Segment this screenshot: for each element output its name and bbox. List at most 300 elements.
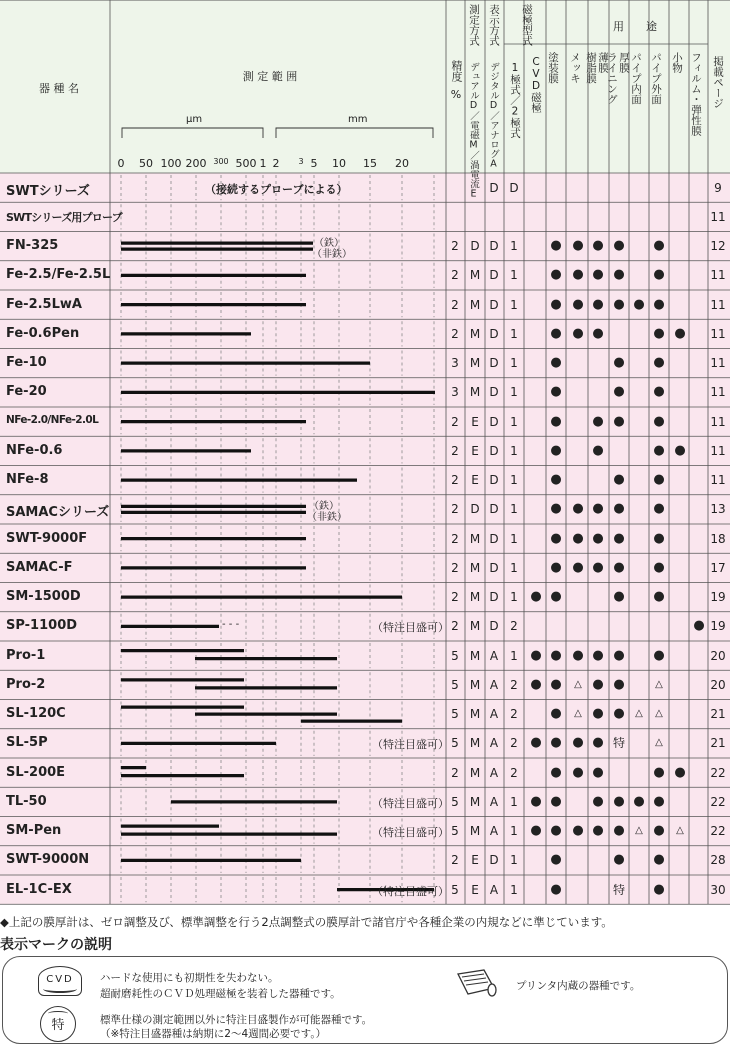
display-value: A <box>489 736 499 751</box>
page-number: 11 <box>710 473 726 488</box>
model-name: SWTシリーズ用プローブ <box>6 210 122 224</box>
use-mark: ● <box>653 559 665 575</box>
model-name: Fe-10 <box>6 355 47 371</box>
use-mark: △ <box>635 825 643 837</box>
use-mark: ● <box>572 267 584 283</box>
model-name: Fe-0.6Pen <box>6 325 80 341</box>
cvd-header: CVD磁極 <box>530 56 542 113</box>
cvd-value: ● <box>530 589 542 605</box>
tick-label: 3 <box>298 157 304 166</box>
page-number: 22 <box>710 794 726 809</box>
row-bg <box>0 173 730 202</box>
use-mark: ● <box>550 325 562 341</box>
method-value: D <box>470 502 480 517</box>
cvd-value: ● <box>530 793 542 809</box>
use-mark: ● <box>550 413 562 429</box>
extension-dash: - - - <box>222 619 240 631</box>
use-mark: ● <box>613 355 625 371</box>
row-note: （特注目盛可） <box>372 884 449 898</box>
use-mark: ● <box>653 472 665 488</box>
use-mark: ● <box>674 325 686 341</box>
use-mark: ● <box>592 823 604 839</box>
model-name: NFe-0.6 <box>6 442 63 458</box>
use-mark: ● <box>550 735 562 751</box>
probe-value: 1 <box>510 385 518 400</box>
use-mark: ● <box>613 647 625 663</box>
method-value: M <box>469 268 481 283</box>
precision-value: 2 <box>451 239 459 254</box>
use-mark: ● <box>653 793 665 809</box>
use-mark: ● <box>653 413 665 429</box>
use-mark: ● <box>572 647 584 663</box>
display-value: D <box>489 385 499 400</box>
use-mark: ● <box>613 472 625 488</box>
printer-icon <box>454 968 498 998</box>
display-group-header: 表示方式 <box>488 4 500 46</box>
precision-value: 2 <box>451 560 459 575</box>
use-mark: △ <box>635 708 643 720</box>
method-value: M <box>469 824 481 839</box>
use-mark: ● <box>613 501 625 517</box>
probe-value: 1 <box>510 648 518 663</box>
use-mark: ● <box>592 559 604 575</box>
use-mark: ● <box>653 325 665 341</box>
use-mark: △ <box>574 678 582 690</box>
model-name: SP-1100D <box>6 618 78 634</box>
page-number: 22 <box>710 824 726 839</box>
probe-value: 1 <box>510 853 518 868</box>
use-mark: ● <box>653 589 665 605</box>
use-mark: ● <box>550 530 562 546</box>
cvd-mark-icon <box>38 966 82 996</box>
special-desc-2: （※特注目盛器種は納期に2～4週間必要です。） <box>100 1028 327 1040</box>
precision-header <box>447 60 465 102</box>
use-mark: ● <box>592 735 604 751</box>
use-mark: ● <box>592 530 604 546</box>
tick-label: 0 <box>117 157 125 170</box>
use-mark: ● <box>592 238 604 254</box>
page-number: 30 <box>710 882 726 897</box>
display-value: D <box>489 239 499 254</box>
use-header-1: メッキ <box>569 52 581 84</box>
method-value: E <box>471 853 479 868</box>
row-bg <box>0 319 730 348</box>
precision-value: 5 <box>451 824 459 839</box>
method-value: M <box>469 677 481 692</box>
use-mark: ● <box>674 764 686 780</box>
page-number: 20 <box>710 677 726 692</box>
display-value: A <box>489 765 499 780</box>
tick-label: 50 <box>139 157 153 170</box>
footnote: ◆上記の膜厚計は、ゼロ調整及び、標準調整を行う2点調整式の膜厚計で諸官庁や各種企業の内規などに準じています。 <box>0 915 613 929</box>
probe-value: 1 <box>510 560 518 575</box>
precision-value: 5 <box>451 882 459 897</box>
model-name: Fe-2.5LwA <box>6 296 82 312</box>
model-name: Pro-2 <box>6 676 46 692</box>
method-value: E <box>471 414 479 429</box>
use-mark: ● <box>653 267 665 283</box>
use-mark: ● <box>613 589 625 605</box>
use-header-6: 小物 <box>671 52 683 73</box>
model-header: 器 種 名 <box>39 82 79 95</box>
method-value: M <box>469 794 481 809</box>
use-mark: ● <box>653 384 665 400</box>
probe-value: 1 <box>510 531 518 546</box>
page-number: 22 <box>710 765 726 780</box>
iron-label: （鉄） <box>309 501 339 513</box>
tick-label: 300 <box>213 157 229 166</box>
model-name: FN-325 <box>6 238 59 254</box>
display-value: D <box>489 619 499 634</box>
precision-value: 5 <box>451 677 459 692</box>
page-number: 20 <box>710 648 726 663</box>
use-mark: ● <box>572 325 584 341</box>
unit-mm: mm <box>348 114 368 125</box>
page-number: 9 <box>714 180 722 195</box>
tick-label: 200 <box>185 157 207 170</box>
model-name: EL-1C-EX <box>6 881 72 897</box>
probe-value: 1 <box>510 414 518 429</box>
method-value: M <box>469 326 481 341</box>
use-mark: ● <box>572 501 584 517</box>
precision-value: 2 <box>451 443 459 458</box>
tick-label: 100 <box>160 157 182 170</box>
use-mark: ● <box>592 793 604 809</box>
use-mark: ● <box>550 706 562 722</box>
method-value: E <box>471 443 479 458</box>
row-bg <box>0 436 730 465</box>
method-value: M <box>469 765 481 780</box>
special-mark-text: 特 <box>51 1018 65 1033</box>
use-mark: ● <box>572 735 584 751</box>
precision-value: 2 <box>451 619 459 634</box>
use-mark: ● <box>550 881 562 897</box>
use-mark: ● <box>653 764 665 780</box>
precision-value: 2 <box>451 765 459 780</box>
use-mark: ● <box>550 384 562 400</box>
method-value: M <box>469 385 481 400</box>
page-number: 12 <box>710 239 726 254</box>
model-name: NFe-8 <box>6 472 49 488</box>
model-name: SAMAC-F <box>6 559 73 575</box>
probe-value: 1 <box>510 297 518 312</box>
use-mark: △ <box>574 708 582 720</box>
page-number: 19 <box>710 590 726 605</box>
unit-um: μm <box>186 114 203 125</box>
use-mark: ● <box>653 647 665 663</box>
use-mark: ● <box>633 793 645 809</box>
method-value: M <box>469 356 481 371</box>
use-mark: ● <box>613 823 625 839</box>
page-number: 13 <box>710 502 726 517</box>
use-mark: ● <box>653 852 665 868</box>
tick-label: 1 <box>259 157 267 170</box>
range-header: 測 定 範 囲 <box>242 70 298 83</box>
display-value: A <box>489 794 499 809</box>
method-header: デュアルD／電磁M／渦電流E <box>468 62 479 200</box>
row-note: （特注目盛可） <box>372 826 449 840</box>
probe-value: 1 <box>510 268 518 283</box>
model-name: SL-5P <box>6 735 48 751</box>
display-value: D <box>489 443 499 458</box>
probe-header: 1極式／2極式 <box>509 62 521 139</box>
page-number: 28 <box>710 853 726 868</box>
page-number: 11 <box>710 297 726 312</box>
precision-value: 5 <box>451 736 459 751</box>
use-mark: ● <box>550 676 562 692</box>
special-desc-1: 標準仕様の測定範囲以外に特注目盛製作が可能器種です。 <box>100 1014 373 1026</box>
method-value: M <box>469 560 481 575</box>
method-value: M <box>469 297 481 312</box>
use-mark: 特 <box>612 736 625 751</box>
use-mark: ● <box>550 793 562 809</box>
precision-value: 2 <box>451 590 459 605</box>
use-mark: ● <box>592 647 604 663</box>
tick-label: 5 <box>310 157 318 170</box>
use-mark: ● <box>572 296 584 312</box>
display-value: A <box>489 677 499 692</box>
footer <box>0 906 730 1046</box>
use-mark: △ <box>655 708 663 720</box>
use-mark: ● <box>613 296 625 312</box>
use-mark: ● <box>613 267 625 283</box>
cvd-desc-1: ハードな使用にも初期性を失わない。 <box>100 972 279 984</box>
non-iron-label: （非鉄） <box>312 249 352 261</box>
display-value: D <box>489 473 499 488</box>
page-number: 11 <box>710 356 726 371</box>
method-value: E <box>471 882 479 897</box>
probe-value: 2 <box>510 736 518 751</box>
use-mark: ● <box>550 764 562 780</box>
use-mark: ● <box>572 238 584 254</box>
use-mark: ● <box>653 296 665 312</box>
use-mark: ● <box>592 501 604 517</box>
page-number: 17 <box>710 560 726 575</box>
special-mark-icon <box>40 1006 76 1042</box>
row-bg <box>0 758 730 787</box>
probe-value: 1 <box>510 882 518 897</box>
use-mark: ● <box>550 442 562 458</box>
probe-value: 1 <box>510 326 518 341</box>
probe-value: 2 <box>510 619 518 634</box>
cvd-value: ● <box>530 676 542 692</box>
precision-value: 5 <box>451 648 459 663</box>
display-value: D <box>489 180 499 195</box>
tick-label: 500 <box>235 157 257 170</box>
display-value: D <box>489 297 499 312</box>
use-mark: ● <box>613 676 625 692</box>
model-name: SWT-9000N <box>6 852 90 868</box>
iron-label: （鉄） <box>314 238 344 250</box>
use-header-5: パイプ外面 <box>650 52 662 105</box>
precision-value: 2 <box>451 531 459 546</box>
method-value: M <box>469 648 481 663</box>
method-value: M <box>469 531 481 546</box>
model-name: SWTシリーズ <box>6 183 90 199</box>
display-value: D <box>489 268 499 283</box>
probe-value: 1 <box>510 443 518 458</box>
row-note: （接続するプローブによる） <box>205 182 348 196</box>
method-value: M <box>469 590 481 605</box>
precision-value: 2 <box>451 853 459 868</box>
use-header-2: 薄膜 樹脂膜 <box>585 52 609 84</box>
use-mark: ● <box>592 764 604 780</box>
cvd-value: ● <box>530 647 542 663</box>
display-value: A <box>489 648 499 663</box>
method-value: M <box>469 619 481 634</box>
method-value: E <box>471 473 479 488</box>
use-mark: ● <box>653 881 665 897</box>
page-number: 21 <box>710 736 726 751</box>
use-mark: ● <box>550 355 562 371</box>
method-value: M <box>469 707 481 722</box>
use-mark: ● <box>653 823 665 839</box>
page-number: 11 <box>710 326 726 341</box>
tick-label: 15 <box>363 157 377 170</box>
use-mark: ● <box>653 442 665 458</box>
display-header: デジタルD／アナログA <box>488 62 499 170</box>
model-name: SAMACシリーズ <box>6 505 110 521</box>
precision-value: 2 <box>451 473 459 488</box>
use-mark: ● <box>550 472 562 488</box>
model-name: NFe-2.0/NFe-2.0L <box>6 413 99 426</box>
use-mark: ● <box>572 530 584 546</box>
cvd-mark-text: CVD <box>46 974 74 985</box>
model-name: SL-200E <box>6 764 66 780</box>
probe-value: 1 <box>510 502 518 517</box>
row-note: （特注目盛可） <box>372 738 449 752</box>
display-value: D <box>489 502 499 517</box>
cvd-value: ● <box>530 823 542 839</box>
row-note: （特注目盛可） <box>372 796 449 810</box>
use-mark: ● <box>572 559 584 575</box>
use-mark: ● <box>550 852 562 868</box>
use-mark: ● <box>592 706 604 722</box>
display-value: D <box>489 326 499 341</box>
page-number: 19 <box>710 619 726 634</box>
use-mark: ● <box>592 442 604 458</box>
page-number: 21 <box>710 707 726 722</box>
use-mark: ● <box>633 296 645 312</box>
probe-group-header: 磁極型式 <box>521 4 533 46</box>
precision-unit: % <box>450 88 462 101</box>
probe-value: D <box>509 180 519 195</box>
method-value: M <box>469 736 481 751</box>
use-mark: ● <box>592 676 604 692</box>
page-number: 11 <box>710 385 726 400</box>
use-mark: ● <box>613 852 625 868</box>
display-value: D <box>489 531 499 546</box>
page-number: 18 <box>710 531 726 546</box>
row-note: （特注目盛可） <box>372 621 449 635</box>
use-mark: ● <box>550 559 562 575</box>
page-number: 11 <box>710 443 726 458</box>
method-value: D <box>470 239 480 254</box>
probe-value: 2 <box>510 677 518 692</box>
use-mark: ● <box>613 238 625 254</box>
use-mark: ● <box>550 267 562 283</box>
use-mark: ● <box>592 296 604 312</box>
use-mark: ● <box>550 296 562 312</box>
precision-value: 3 <box>451 356 459 371</box>
use-mark: ● <box>550 647 562 663</box>
uses-group-header: 用 途 <box>613 20 657 33</box>
model-name: Fe-20 <box>6 384 47 400</box>
probe-value: 1 <box>510 473 518 488</box>
printer-desc: プリンタ内蔵の器種です。 <box>516 980 641 992</box>
use-mark: ● <box>653 355 665 371</box>
probe-value: 1 <box>510 794 518 809</box>
use-mark: ● <box>613 384 625 400</box>
display-value: D <box>489 560 499 575</box>
model-name: Fe-2.5/Fe-2.5L <box>6 267 111 283</box>
use-mark: ● <box>693 618 705 634</box>
use-mark: △ <box>676 825 684 837</box>
use-header-0: 塗装膜 <box>547 52 559 84</box>
use-header-4: パイプ内面 <box>630 52 642 105</box>
non-iron-label: （非鉄） <box>307 512 347 524</box>
cvd-desc-2: 超耐磨耗性のＣＶＤ処理磁極を装着した器種です。 <box>100 988 341 1000</box>
use-mark: ● <box>674 442 686 458</box>
tick-label: 20 <box>395 157 409 170</box>
legend-title: 表示マークの説明 <box>0 937 112 953</box>
model-name: TL-50 <box>6 793 47 809</box>
use-mark: ● <box>550 823 562 839</box>
use-mark: ● <box>572 764 584 780</box>
use-header-7: フィルム・弾性膜 <box>690 52 702 136</box>
probe-value: 1 <box>510 590 518 605</box>
display-value: D <box>489 414 499 429</box>
page-number: 11 <box>710 414 726 429</box>
tick-label: 10 <box>332 157 346 170</box>
page-header: 掲載ページ <box>712 56 724 109</box>
model-name: Pro-1 <box>6 647 46 663</box>
use-mark: ● <box>613 793 625 809</box>
model-name: SL-120C <box>6 706 66 722</box>
precision-value: 5 <box>451 707 459 722</box>
page-number: 11 <box>710 209 726 224</box>
page-number: 11 <box>710 268 726 283</box>
precision-value: 5 <box>451 794 459 809</box>
precision-value: 2 <box>451 502 459 517</box>
use-header-3: 厚膜 ライニング <box>606 52 630 105</box>
model-name: SM-Pen <box>6 823 62 839</box>
probe-value: 1 <box>510 239 518 254</box>
display-value: A <box>489 882 499 897</box>
probe-value: 2 <box>510 765 518 780</box>
display-value: D <box>489 853 499 868</box>
model-name: SWT-9000F <box>6 530 88 546</box>
use-mark: ● <box>592 267 604 283</box>
precision-value: 3 <box>451 385 459 400</box>
use-mark: △ <box>655 678 663 690</box>
cvd-value: ● <box>530 735 542 751</box>
display-value: A <box>489 824 499 839</box>
use-mark: ● <box>550 589 562 605</box>
use-mark: ● <box>550 238 562 254</box>
probe-value: 2 <box>510 707 518 722</box>
probe-value: 1 <box>510 824 518 839</box>
use-mark: ● <box>592 413 604 429</box>
probe-value: 1 <box>510 356 518 371</box>
model-name: SM-1500D <box>6 589 81 605</box>
precision-value: 2 <box>451 414 459 429</box>
use-mark: ● <box>613 706 625 722</box>
use-mark: 特 <box>612 882 625 897</box>
use-mark: ● <box>653 238 665 254</box>
tick-label: 2 <box>272 157 280 170</box>
use-mark: ● <box>592 325 604 341</box>
